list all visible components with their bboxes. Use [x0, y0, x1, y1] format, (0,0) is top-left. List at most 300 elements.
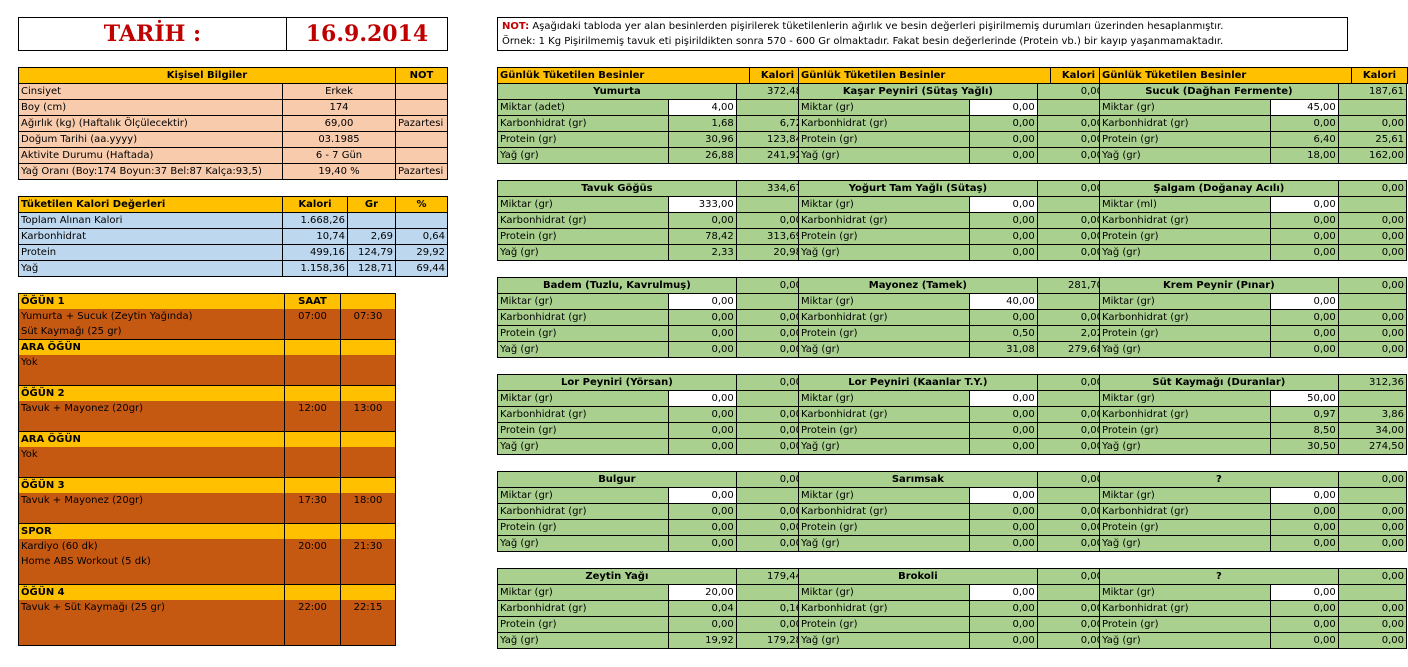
- nutrient-label: Yağ (gr): [1100, 633, 1271, 649]
- food-table: [1099, 568, 1407, 649]
- nutrient-kalori: 162,00: [1338, 148, 1406, 164]
- food-amount-empty: [1037, 197, 1105, 213]
- food-amount-input[interactable]: 0,00: [668, 488, 736, 504]
- meal-time-start[interactable]: [285, 630, 341, 646]
- meal-time-start[interactable]: [285, 615, 341, 630]
- food-title-row: [1100, 375, 1407, 391]
- meal-time-start[interactable]: [285, 554, 341, 569]
- meal-label[interactable]: ARA ÖĞÜN: [19, 340, 285, 356]
- meal-time-end[interactable]: [341, 569, 396, 585]
- nutrient-grams: 0,50: [969, 326, 1037, 342]
- food-amount-input[interactable]: 0,00: [969, 100, 1037, 116]
- personal-value[interactable]: Erkek: [283, 84, 396, 100]
- nutrient-grams: 0,00: [1270, 504, 1338, 520]
- nutrient-label: Yağ (gr): [498, 148, 669, 164]
- meal-label[interactable]: ÖĞÜN 3: [19, 478, 285, 494]
- meal-label[interactable]: ARA ÖĞÜN: [19, 432, 285, 448]
- food-name: Yoğurt Tam Yağlı (Sütaş): [799, 181, 1038, 197]
- meal-time-end[interactable]: [341, 630, 396, 646]
- nutrient-kalori: 0,00: [736, 617, 804, 633]
- meal-label[interactable]: Tavuk + Mayonez (20gr): [19, 493, 285, 508]
- meal-row: [19, 416, 396, 432]
- meal-time-start[interactable]: 20:00: [285, 539, 341, 554]
- food-nutrient-row: [799, 439, 1106, 455]
- meal-time-start[interactable]: SAAT: [285, 294, 341, 310]
- nutrient-label: Protein (gr): [1100, 423, 1271, 439]
- food-amount-empty: [1037, 488, 1105, 504]
- meal-time-end[interactable]: [341, 585, 396, 601]
- meal-time-start[interactable]: [285, 370, 341, 386]
- food-nutrient-row: [799, 504, 1106, 520]
- meal-time-end[interactable]: [341, 508, 396, 524]
- meal-time-start[interactable]: [285, 569, 341, 585]
- nutrient-kalori: 0,00: [1037, 132, 1105, 148]
- nutrient-kalori: 0,00: [1037, 148, 1105, 164]
- personal-note[interactable]: [396, 148, 448, 164]
- meal-time-start[interactable]: [285, 355, 341, 370]
- nutrient-kalori: 0,00: [736, 342, 804, 358]
- food-nutrient-row: [498, 601, 805, 617]
- food-title-row: [1100, 181, 1407, 197]
- meal-label[interactable]: Tavuk + Süt Kaymağı (25 gr): [19, 600, 285, 615]
- nutrient-grams: 0,00: [969, 617, 1037, 633]
- food-kalori: 0,00: [736, 278, 804, 294]
- nutrient-kalori: 0,00: [736, 326, 804, 342]
- nutrient-grams: 26,88: [668, 148, 736, 164]
- nutrient-kalori: 274,50: [1338, 439, 1406, 455]
- food-kalori: 0,00: [1037, 375, 1105, 391]
- meal-label[interactable]: [19, 416, 285, 432]
- meal-time-end[interactable]: [341, 478, 396, 494]
- food-nutrient-row: [799, 132, 1106, 148]
- food-nutrient-row: [498, 439, 805, 455]
- food-amount-input[interactable]: 0,00: [969, 197, 1037, 213]
- food-amount-label: Miktar (gr): [498, 197, 669, 213]
- meal-label[interactable]: [19, 630, 285, 646]
- meal-label[interactable]: [19, 508, 285, 524]
- calorie-pct: 29,92: [396, 245, 448, 261]
- nutrient-label: Yağ (gr): [1100, 148, 1271, 164]
- food-nutrient-row: [799, 245, 1106, 261]
- nutrient-label: Protein (gr): [1100, 617, 1271, 633]
- col-pct: %: [396, 197, 448, 213]
- food-nutrient-row: [1100, 520, 1407, 536]
- meal-row: [19, 539, 396, 554]
- meal-time-start[interactable]: [285, 447, 341, 462]
- meal-label[interactable]: Yok: [19, 355, 285, 370]
- nutrient-label: Protein (gr): [498, 229, 669, 245]
- personal-value[interactable]: 174: [283, 100, 396, 116]
- food-title-row: [498, 375, 805, 391]
- food-kalori: 0,00: [1338, 278, 1406, 294]
- calorie-row: [19, 229, 448, 245]
- meal-row: [19, 508, 396, 524]
- nutrient-grams: 0,00: [668, 342, 736, 358]
- nutrient-grams: 0,00: [969, 423, 1037, 439]
- food-nutrient-row: [1100, 116, 1407, 132]
- food-nutrient-row: [498, 342, 805, 358]
- meal-section-header: [19, 386, 396, 402]
- meal-time-end[interactable]: [341, 355, 396, 370]
- meal-label[interactable]: Tavuk + Mayonez (20gr): [19, 401, 285, 416]
- food-nutrient-row: [1100, 148, 1407, 164]
- col-kalori: Kalori: [283, 197, 348, 213]
- food-amount-empty: [736, 294, 804, 310]
- nutrient-label: Protein (gr): [498, 617, 669, 633]
- nutrient-label: Yağ (gr): [498, 439, 669, 455]
- nutrient-label: Protein (gr): [498, 326, 669, 342]
- meal-row: [19, 600, 396, 615]
- nutrient-kalori: 123,84: [736, 132, 804, 148]
- meal-row: [19, 324, 396, 340]
- nutrient-kalori: 0,00: [1037, 245, 1105, 261]
- nutrient-kalori: 0,16: [736, 601, 804, 617]
- food-amount-label: Miktar (gr): [498, 294, 669, 310]
- meal-time-start[interactable]: [285, 524, 341, 540]
- food-nutrient-row: [498, 116, 805, 132]
- food-name: Zeytin Yağı: [498, 569, 737, 585]
- food-kalori: 187,61: [1338, 84, 1406, 100]
- meal-time-end[interactable]: 13:00: [341, 401, 396, 416]
- meal-label[interactable]: [19, 615, 285, 630]
- food-kalori: 0,00: [1037, 84, 1105, 100]
- food-amount-input[interactable]: 20,00: [668, 585, 736, 601]
- meal-label[interactable]: [19, 569, 285, 585]
- food-amount-label: Miktar (gr): [799, 294, 970, 310]
- food-name: Lor Peyniri (Kaanlar T.Y.): [799, 375, 1038, 391]
- food-nutrient-row: [1100, 407, 1407, 423]
- meal-time-start[interactable]: [285, 462, 341, 478]
- calorie-kal: 10,74: [283, 229, 348, 245]
- food-amount-label: Miktar (gr): [498, 488, 669, 504]
- nutrient-grams: 0,00: [1270, 617, 1338, 633]
- meal-row: [19, 309, 396, 324]
- nutrient-label: Karbonhidrat (gr): [498, 504, 669, 520]
- food-nutrient-row: [1100, 229, 1407, 245]
- nutrient-kalori: 0,00: [736, 407, 804, 423]
- calorie-kal: 1.668,26: [283, 213, 348, 229]
- calorie-label: Protein: [19, 245, 283, 261]
- food-amount-input[interactable]: 0,00: [969, 488, 1037, 504]
- food-nutrient-row: [799, 601, 1106, 617]
- food-amount-label: Miktar (gr): [1100, 585, 1271, 601]
- nutrient-kalori: 279,68: [1037, 342, 1105, 358]
- meal-schedule-table: [18, 293, 396, 646]
- food-title-row: [498, 278, 805, 294]
- meal-time-end[interactable]: [341, 462, 396, 478]
- personal-row: [19, 148, 448, 164]
- meal-time-end[interactable]: [341, 416, 396, 432]
- nutrient-label: Karbonhidrat (gr): [1100, 116, 1271, 132]
- note-prefix: NOT:: [502, 21, 530, 32]
- meal-time-end[interactable]: [341, 554, 396, 569]
- food-amount-label: Miktar (adet): [498, 100, 669, 116]
- meal-time-end[interactable]: 07:30: [341, 309, 396, 324]
- nutrient-label: Karbonhidrat (gr): [498, 407, 669, 423]
- meal-section-header: [19, 524, 396, 540]
- food-nutrient-row: [498, 520, 805, 536]
- food-nutrient-row: [1100, 132, 1407, 148]
- nutrient-label: Protein (gr): [799, 617, 970, 633]
- personal-label: Aktivite Durumu (Haftada): [19, 148, 283, 164]
- nutrient-kalori: 0,00: [1037, 407, 1105, 423]
- personal-note[interactable]: Pazartesi: [396, 116, 448, 132]
- nutrient-kalori: 3,86: [1338, 407, 1406, 423]
- nutrient-grams: 0,00: [969, 439, 1037, 455]
- food-amount-empty: [1338, 391, 1406, 407]
- date-value[interactable]: 16.9.2014: [305, 21, 429, 47]
- meal-label[interactable]: Yumurta + Sucuk (Zeytin Yağında): [19, 309, 285, 324]
- food-table: [497, 568, 805, 649]
- food-amount-input[interactable]: 0,00: [668, 294, 736, 310]
- food-amount-row: [498, 294, 805, 310]
- food-table: [497, 471, 805, 552]
- personal-label: Doğum Tarihi (aa.yyyy): [19, 132, 283, 148]
- food-amount-input[interactable]: 40,00: [969, 294, 1037, 310]
- food-amount-empty: [736, 197, 804, 213]
- nutrient-kalori: 0,00: [1338, 342, 1406, 358]
- meal-time-end[interactable]: [341, 386, 396, 402]
- nutrient-kalori: 0,00: [1037, 213, 1105, 229]
- nutrient-label: Karbonhidrat (gr): [799, 116, 970, 132]
- nutrient-kalori: 6,72: [736, 116, 804, 132]
- nutrient-label: Karbonhidrat (gr): [1100, 310, 1271, 326]
- food-kalori: 0,00: [1037, 569, 1105, 585]
- food-nutrient-row: [498, 229, 805, 245]
- food-amount-input[interactable]: 0,00: [668, 391, 736, 407]
- nutrient-label: Protein (gr): [799, 132, 970, 148]
- food-amount-row: [1100, 391, 1407, 407]
- nutrient-label: Karbonhidrat (gr): [1100, 407, 1271, 423]
- calorie-gr: 124,79: [348, 245, 396, 261]
- nutrient-grams: 0,00: [969, 407, 1037, 423]
- personal-note[interactable]: Pazartesi: [396, 164, 448, 180]
- calorie-row: [19, 213, 448, 229]
- food-nutrient-row: [1100, 342, 1407, 358]
- meal-time-start[interactable]: [285, 478, 341, 494]
- food-amount-input[interactable]: 0,00: [1270, 294, 1338, 310]
- nutrient-kalori: 179,28: [736, 633, 804, 649]
- meal-time-start[interactable]: 07:00: [285, 309, 341, 324]
- food-amount-input[interactable]: 0,00: [1270, 585, 1338, 601]
- meal-label[interactable]: Home ABS Workout (5 dk): [19, 554, 285, 569]
- nutrient-kalori: 0,00: [1338, 213, 1406, 229]
- food-amount-empty: [1037, 294, 1105, 310]
- food-nutrient-row: [498, 423, 805, 439]
- date-header: [18, 17, 448, 51]
- meal-time-end[interactable]: [341, 370, 396, 386]
- food-name: Lor Peyniri (Yörsan): [498, 375, 737, 391]
- food-amount-label: Miktar (gr): [1100, 294, 1271, 310]
- meal-time-start[interactable]: 12:00: [285, 401, 341, 416]
- meal-row: [19, 554, 396, 569]
- meal-label[interactable]: ÖĞÜN 2: [19, 386, 285, 402]
- food-amount-input[interactable]: 0,00: [1270, 197, 1338, 213]
- food-amount-input[interactable]: 4,00: [668, 100, 736, 116]
- food-nutrient-row: [799, 633, 1106, 649]
- food-nutrient-row: [1100, 326, 1407, 342]
- meal-section-header: [19, 478, 396, 494]
- personal-note[interactable]: [396, 132, 448, 148]
- nutrient-kalori: 0,00: [1338, 520, 1406, 536]
- nutrient-kalori: 0,00: [1338, 229, 1406, 245]
- meal-time-start[interactable]: [285, 386, 341, 402]
- meal-time-start[interactable]: [285, 585, 341, 601]
- food-column-kalori: Kalori: [1352, 68, 1408, 84]
- meal-time-end[interactable]: [341, 324, 396, 340]
- food-nutrient-row: [799, 116, 1106, 132]
- food-nutrient-row: [1100, 617, 1407, 633]
- meal-row: [19, 493, 396, 508]
- meal-label[interactable]: SPOR: [19, 524, 285, 540]
- nutrient-grams: 0,00: [668, 536, 736, 552]
- meal-label[interactable]: Süt Kaymağı (25 gr): [19, 324, 285, 340]
- food-amount-label: Miktar (gr): [1100, 100, 1271, 116]
- nutrient-kalori: 0,00: [1338, 245, 1406, 261]
- nutrient-label: Yağ (gr): [498, 245, 669, 261]
- food-table: [497, 180, 805, 261]
- meal-row: [19, 447, 396, 462]
- nutrient-grams: 0,00: [1270, 601, 1338, 617]
- personal-row: [19, 132, 448, 148]
- food-nutrient-row: [498, 132, 805, 148]
- food-amount-label: Miktar (gr): [799, 100, 970, 116]
- nutrient-kalori: 0,00: [736, 504, 804, 520]
- food-nutrient-row: [799, 213, 1106, 229]
- food-amount-label: Miktar (gr): [498, 585, 669, 601]
- personal-note[interactable]: [396, 100, 448, 116]
- nutrient-label: Protein (gr): [1100, 132, 1271, 148]
- food-title-row: [1100, 278, 1407, 294]
- meal-time-start[interactable]: 22:00: [285, 600, 341, 615]
- food-nutrient-row: [498, 310, 805, 326]
- nutrient-kalori: 313,69: [736, 229, 804, 245]
- meal-time-end[interactable]: [341, 340, 396, 356]
- nutrient-grams: 18,00: [1270, 148, 1338, 164]
- food-nutrient-row: [498, 326, 805, 342]
- food-kalori: 334,67: [736, 181, 804, 197]
- food-kalori: 0,00: [1338, 569, 1406, 585]
- food-column-kalori: Kalori: [1051, 68, 1107, 84]
- meal-time-start[interactable]: [285, 508, 341, 524]
- food-nutrient-row: [1100, 633, 1407, 649]
- calorie-pct: 69,44: [396, 261, 448, 277]
- meal-time-start[interactable]: 17:30: [285, 493, 341, 508]
- personal-value[interactable]: 03.1985: [283, 132, 396, 148]
- nutrient-kalori: 0,00: [1037, 601, 1105, 617]
- food-amount-input[interactable]: 0,00: [969, 585, 1037, 601]
- calorie-summary-table: [18, 196, 448, 277]
- food-table: [1099, 471, 1407, 552]
- personal-value[interactable]: 6 - 7 Gün: [283, 148, 396, 164]
- food-amount-input[interactable]: 50,00: [1270, 391, 1338, 407]
- personal-value[interactable]: 69,00: [283, 116, 396, 132]
- nutrient-label: Yağ (gr): [799, 342, 970, 358]
- meal-label[interactable]: [19, 462, 285, 478]
- note-line-2: Örnek: 1 Kg Pişirilmemiş tavuk eti pişirildikten sonra 570 - 600 Gr olmaktadır. Fakat besin değerlerinde (Protein vb.) bir kayıp yaşanmamaktadır.: [502, 36, 1224, 47]
- nutrient-grams: 0,00: [668, 504, 736, 520]
- meal-label[interactable]: ÖĞÜN 1: [19, 294, 285, 310]
- food-nutrient-row: [1100, 310, 1407, 326]
- nutrient-grams: 19,92: [668, 633, 736, 649]
- food-table: [798, 180, 1106, 261]
- personal-note[interactable]: [396, 84, 448, 100]
- food-column-kalori: Kalori: [750, 68, 806, 84]
- food-nutrient-row: [1100, 439, 1407, 455]
- food-kalori: 0,00: [1037, 472, 1105, 488]
- food-amount-empty: [736, 100, 804, 116]
- meal-time-start[interactable]: [285, 324, 341, 340]
- meal-time-end[interactable]: [341, 447, 396, 462]
- nutrient-grams: 0,00: [969, 148, 1037, 164]
- food-amount-row: [498, 585, 805, 601]
- meal-time-end[interactable]: [341, 432, 396, 448]
- food-amount-empty: [1338, 197, 1406, 213]
- nutrient-kalori: 0,00: [1338, 116, 1406, 132]
- nutrient-grams: 0,00: [969, 310, 1037, 326]
- food-amount-row: [498, 197, 805, 213]
- nutrient-grams: 0,00: [969, 245, 1037, 261]
- food-nutrient-row: [1100, 504, 1407, 520]
- food-amount-input[interactable]: 45,00: [1270, 100, 1338, 116]
- meal-label[interactable]: Kardiyo (60 dk): [19, 539, 285, 554]
- nutrient-kalori: 0,00: [1037, 439, 1105, 455]
- nutrient-grams: 1,68: [668, 116, 736, 132]
- personal-info-title: Kişisel Bilgiler: [19, 68, 396, 84]
- meal-time-start[interactable]: [285, 432, 341, 448]
- meal-label[interactable]: [19, 370, 285, 386]
- meal-label[interactable]: ÖĞÜN 4: [19, 585, 285, 601]
- meal-time-end[interactable]: 18:00: [341, 493, 396, 508]
- calorie-label: Karbonhidrat: [19, 229, 283, 245]
- nutrient-grams: 0,00: [969, 520, 1037, 536]
- nutrient-grams: 0,00: [1270, 116, 1338, 132]
- nutrient-kalori: 0,00: [1338, 536, 1406, 552]
- meal-time-start[interactable]: [285, 416, 341, 432]
- food-amount-label: Miktar (gr): [799, 585, 970, 601]
- food-kalori: 281,70: [1037, 278, 1105, 294]
- meal-label[interactable]: Yok: [19, 447, 285, 462]
- nutrient-grams: 2,33: [668, 245, 736, 261]
- food-kalori: 0,00: [736, 472, 804, 488]
- meal-row: [19, 630, 396, 646]
- food-amount-row: [498, 100, 805, 116]
- meal-time-end[interactable]: [341, 524, 396, 540]
- meal-time-start[interactable]: [285, 340, 341, 356]
- nutrient-grams: 31,08: [969, 342, 1037, 358]
- food-amount-input[interactable]: 0,00: [1270, 488, 1338, 504]
- nutrient-grams: 0,00: [1270, 633, 1338, 649]
- food-amount-input[interactable]: 0,00: [969, 391, 1037, 407]
- food-amount-empty: [736, 585, 804, 601]
- meal-time-end[interactable]: [341, 294, 396, 310]
- personal-label: Yağ Oranı (Boy:174 Boyun:37 Bel:87 Kalça:93,5): [19, 164, 283, 180]
- meal-time-end[interactable]: 21:30: [341, 539, 396, 554]
- food-nutrient-row: [799, 310, 1106, 326]
- nutrient-grams: 0,00: [1270, 536, 1338, 552]
- meal-time-end[interactable]: 22:15: [341, 600, 396, 615]
- food-name: Süt Kaymağı (Duranlar): [1100, 375, 1339, 391]
- food-amount-row: [1100, 488, 1407, 504]
- meal-section-header: [19, 294, 396, 310]
- meal-time-end[interactable]: [341, 615, 396, 630]
- nutrient-label: Karbonhidrat (gr): [799, 407, 970, 423]
- personal-value[interactable]: 19,40 %: [283, 164, 396, 180]
- food-column-title: Günlük Tüketilen Besinler: [1100, 68, 1352, 84]
- food-amount-input[interactable]: 333,00: [668, 197, 736, 213]
- nutrient-label: Protein (gr): [498, 423, 669, 439]
- nutrient-grams: 0,00: [969, 213, 1037, 229]
